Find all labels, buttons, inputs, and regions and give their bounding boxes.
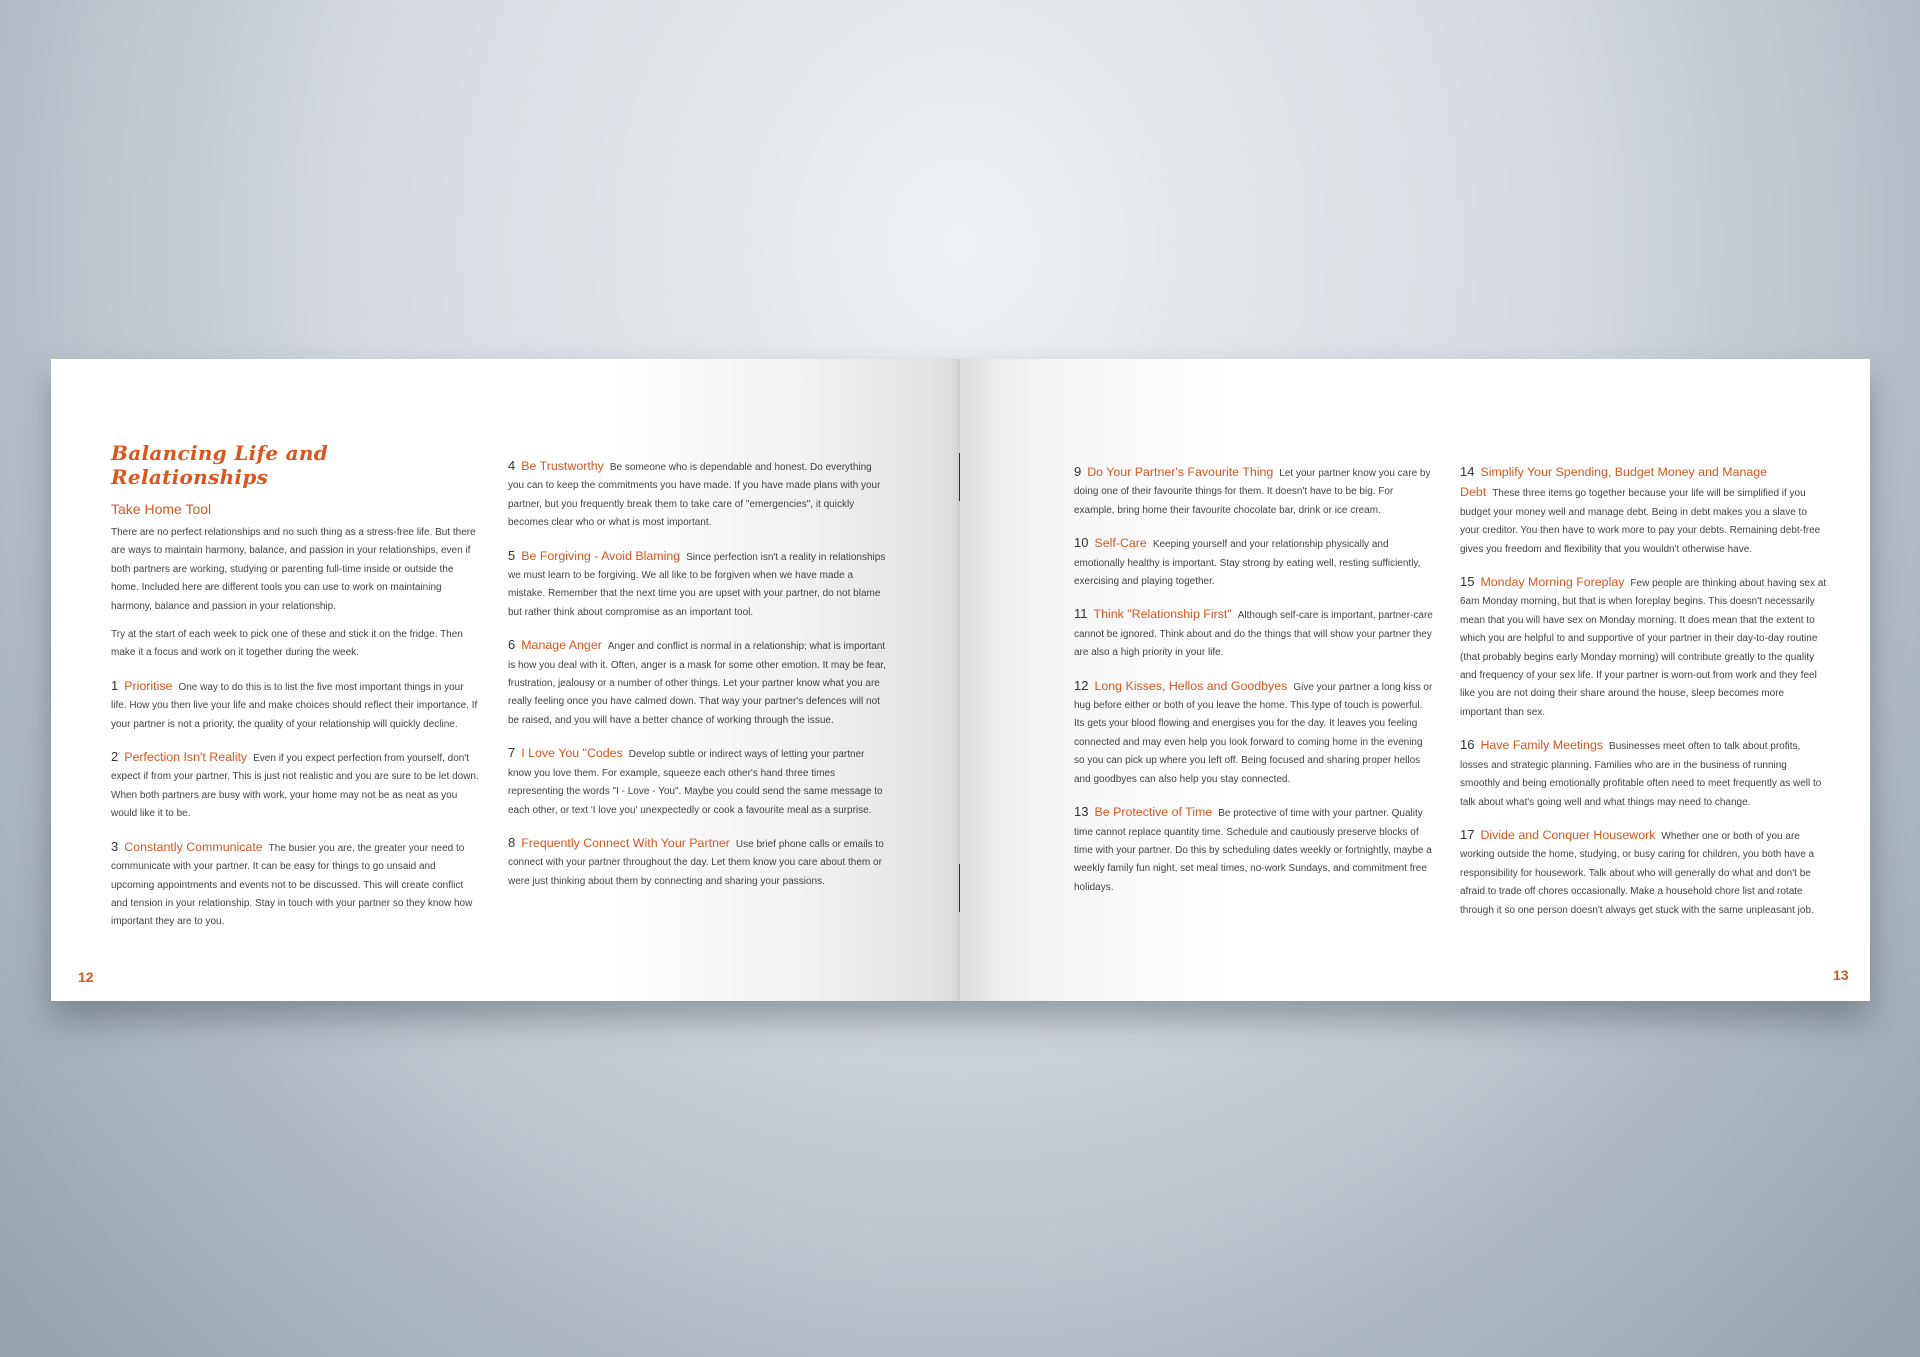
tip-item bbox=[508, 457, 886, 533]
tip-item bbox=[1074, 463, 1434, 520]
tip-heading: Monday Morning Foreplay bbox=[1480, 575, 1625, 590]
tip-number: 7 bbox=[508, 745, 516, 761]
tip-item bbox=[1074, 534, 1434, 591]
tip-number: 4 bbox=[508, 458, 516, 473]
tip-item bbox=[1074, 803, 1434, 897]
tip-heading: Do Your Partner's Favourite Thing bbox=[1087, 465, 1274, 479]
tip-number: 5 bbox=[508, 547, 516, 563]
tip-text: The busier you are, the greater your need to communicate with your partner. It can be easy for things to go unsaid and upcoming appointments and events not to be discussed. This will create conflict and tension in your relationship. Stay in touch with your partner so they know how important they are to you. bbox=[111, 842, 473, 928]
tip-number: 12 bbox=[1074, 677, 1089, 693]
tip-heading: Be Forgiving - Avoid Blaming bbox=[521, 548, 681, 563]
page-number: 12 bbox=[78, 969, 94, 985]
brochure-spread bbox=[51, 359, 1870, 1001]
page-number: 13 bbox=[1833, 967, 1849, 983]
tip-number: 1 bbox=[111, 677, 119, 693]
tip-item bbox=[111, 748, 481, 824]
tip-number: 8 bbox=[508, 834, 516, 850]
tip-number: 14 bbox=[1460, 464, 1475, 479]
tip-item bbox=[111, 677, 481, 734]
tip-number: 13 bbox=[1074, 804, 1089, 820]
right-page bbox=[960, 359, 1870, 1001]
tip-item bbox=[508, 744, 886, 820]
tip-number: 6 bbox=[508, 637, 516, 653]
tip-heading: Self-Care bbox=[1094, 536, 1147, 551]
tip-heading: Prioritise bbox=[124, 678, 173, 693]
tip-text: Use brief phone calls or emails to connect with your partner throughout the day. Let them know you care about them or were just thinking about them by connecting and sharing your passions. bbox=[508, 838, 884, 887]
tip-text: Since perfection isn't a reality in relationships we must learn to be forgiving. We all like to be forgiven when we have made a mistake. Remember that the next time you are upset with your partner, do not blame but rather think about compromise as an important tool. bbox=[508, 551, 886, 618]
tip-heading: Be Trustworthy bbox=[521, 459, 604, 473]
intro-paragraph: Try at the start of each week to pick one of these and stick it on the fridge. Then make it a focus and work on it together during the week. bbox=[111, 629, 463, 659]
tip-text: Keeping yourself and your relationship physically and emotionally healthy is important. Stay strong by eating well, resting sufficiently, exercising and playing together. bbox=[1074, 539, 1421, 588]
page-title: Balancing Life and Relationships bbox=[111, 441, 329, 489]
tip-heading: Frequently Connect With Your Partner bbox=[521, 835, 730, 850]
tip-text: One way to do this is to list the five most important things in your life. How you then live your life and make choices should reflect their importance. If your partner is not a priority, the quality of your relationship will quickly decline. bbox=[111, 681, 478, 730]
tip-text: Give your partner a long kiss or hug before either or both of you leave the home. This type of touch is powerful. Its gets your blood flowing and energises you for the day. It leaves you feeling connected and may even help you look forward to coming home in the evening so you can pick up where you left off. Being focused and sharing proper hellos and goodbyes can also help you stay connected. bbox=[1074, 681, 1433, 785]
tip-text: Even if you expect perfection from yourself, don't expect if from your partner. This is just not realistic and you are sure to be let down. When both partners are busy with work, your home may not be as neat as you would like it to be. bbox=[111, 753, 479, 820]
right-column-2 bbox=[1460, 463, 1828, 934]
tip-text: Be protective of time with your partner. Quality time cannot replace quantity time. Schedule and cautiously preserve blocks of time with your partner. Do this by scheduling dates weekly or fortnightly, maybe a weekly family fun night, set meal times, no-work Sundays, and commitment free holidays. bbox=[1074, 808, 1432, 893]
tip-number: 17 bbox=[1460, 826, 1475, 842]
tip-text: Be someone who is dependable and honest. Do everything you can to keep the commitments you have made. If you have made plans with your partner, but you frequently break them to take care of "emergencies", it quickly becomes clear who or what is most important. bbox=[508, 462, 881, 529]
tip-heading: Constantly Communicate bbox=[124, 839, 263, 854]
tip-heading: Long Kisses, Hellos and Goodbyes bbox=[1094, 678, 1288, 693]
tip-item bbox=[1460, 463, 1828, 559]
left-column-1 bbox=[111, 441, 481, 946]
section-subtitle: Take Home Tool bbox=[111, 501, 212, 517]
tip-heading: Manage Anger bbox=[521, 638, 602, 653]
tip-text: Businesses meet often to talk about profits, losses and strategic planning. Families who are in the business of running smoothly and being emotionally profitable often need to meet frequently as well to talk about what's going well and what things may need to change. bbox=[1460, 741, 1822, 808]
tip-heading: Divide and Conquer Housework bbox=[1480, 827, 1656, 842]
tip-heading: Simplify Your Spending, Budget Money and Manage Debt bbox=[1460, 465, 1768, 500]
tip-heading: Perfection Isn't Reality bbox=[124, 750, 248, 765]
tip-item bbox=[1074, 677, 1434, 789]
tip-heading: Be Protective of Time bbox=[1094, 805, 1213, 820]
tip-number: 16 bbox=[1460, 737, 1475, 753]
tip-heading: I Love You "Codes bbox=[521, 746, 623, 761]
tip-item bbox=[508, 834, 886, 891]
tip-heading: Have Family Meetings bbox=[1480, 738, 1604, 753]
tip-item bbox=[508, 547, 886, 623]
tip-text: Although self-care is important, partner-care cannot be ignored. Think about and do the things that will show your partner they are also a high priority in your life. bbox=[1074, 610, 1433, 659]
tip-number: 11 bbox=[1074, 606, 1088, 622]
tip-item bbox=[1074, 605, 1434, 662]
left-page bbox=[51, 359, 959, 1001]
tip-text: Anger and conflict is normal in a relationship; what is important is how you deal with it. Often, anger is a mask for some other emotion. It may be fear, frustration, jealousy or a number of other things. Let your partner know what you are really feeling once you have calmed down. That way your partner's defences will not be raised, and you will have a better chance of working through the issue. bbox=[508, 641, 886, 726]
tip-number: 2 bbox=[111, 749, 119, 765]
tip-text: Develop subtle or indirect ways of letting your partner know you love them. For example, squeeze each other's hand three times representing the words "I - Love - You". Maybe you could send the same message to each other, or text 'I love you' unexpectedly or cook a favourite meal as a surprise. bbox=[508, 749, 883, 816]
tip-item bbox=[1460, 826, 1828, 920]
left-column-2 bbox=[508, 457, 886, 905]
tip-number: 9 bbox=[1074, 464, 1082, 479]
tip-text: Let your partner know you care by doing one of their favourite things for them. It doesn't have to be big. For example, bring home their favourite chocolate bar, drink or ice cream. bbox=[1074, 468, 1431, 516]
tip-text: Few people are thinking about having sex at 6am Monday morning, but that is when foreplay begins. This doesn't necessarily mean that you will have sex on Monday morning. It does mean that the extent to which you are helpful to and supportive of your partner in their day-to-day routine (that probably begins early Monday morning) will contribute greatly to the quality and frequency of your sex life. If your partner is worn-out from work and they feel like you are not doing their share around the house, sleep becomes more important than sex. bbox=[1460, 578, 1827, 718]
tip-item bbox=[111, 838, 481, 932]
tip-item bbox=[508, 636, 886, 730]
tip-item bbox=[1460, 736, 1828, 812]
tip-item bbox=[1460, 573, 1828, 722]
tip-number: 10 bbox=[1074, 535, 1089, 551]
tip-heading: Think "Relationship First" bbox=[1093, 607, 1232, 622]
tip-number: 15 bbox=[1460, 574, 1475, 590]
intro-paragraph: There are no perfect relationships and no such thing as a stress-free life. But there are ways to maintain harmony, balance, and passion in your relationships, even if both partners are working, studying or parenting full-time inside or outside the home. Included here are different tools you can use to work on maintaining harmony, balance and passion in your relationship. bbox=[111, 527, 476, 612]
tip-number: 3 bbox=[111, 838, 119, 854]
right-column-1 bbox=[1074, 463, 1434, 911]
tip-text: Whether one or both of you are working outside the home, studying, or busy caring for children, you both have a responsibility for housework. Talk about who will generally do what and don't be afraid to trade off chores occasionally. Make a household chore list and rotate through it so one person doesn't always get stuck with the same unpleasant job. bbox=[1460, 830, 1815, 916]
tip-text: These three items go together because your life will be simplified if you budget your money well and manage debt. Being in debt makes you a slave to your creditor. You then have to work more to pay your debts. Remaining debt-free gives you freedom and flexibility that you wouldn't otherwise have. bbox=[1460, 488, 1821, 555]
